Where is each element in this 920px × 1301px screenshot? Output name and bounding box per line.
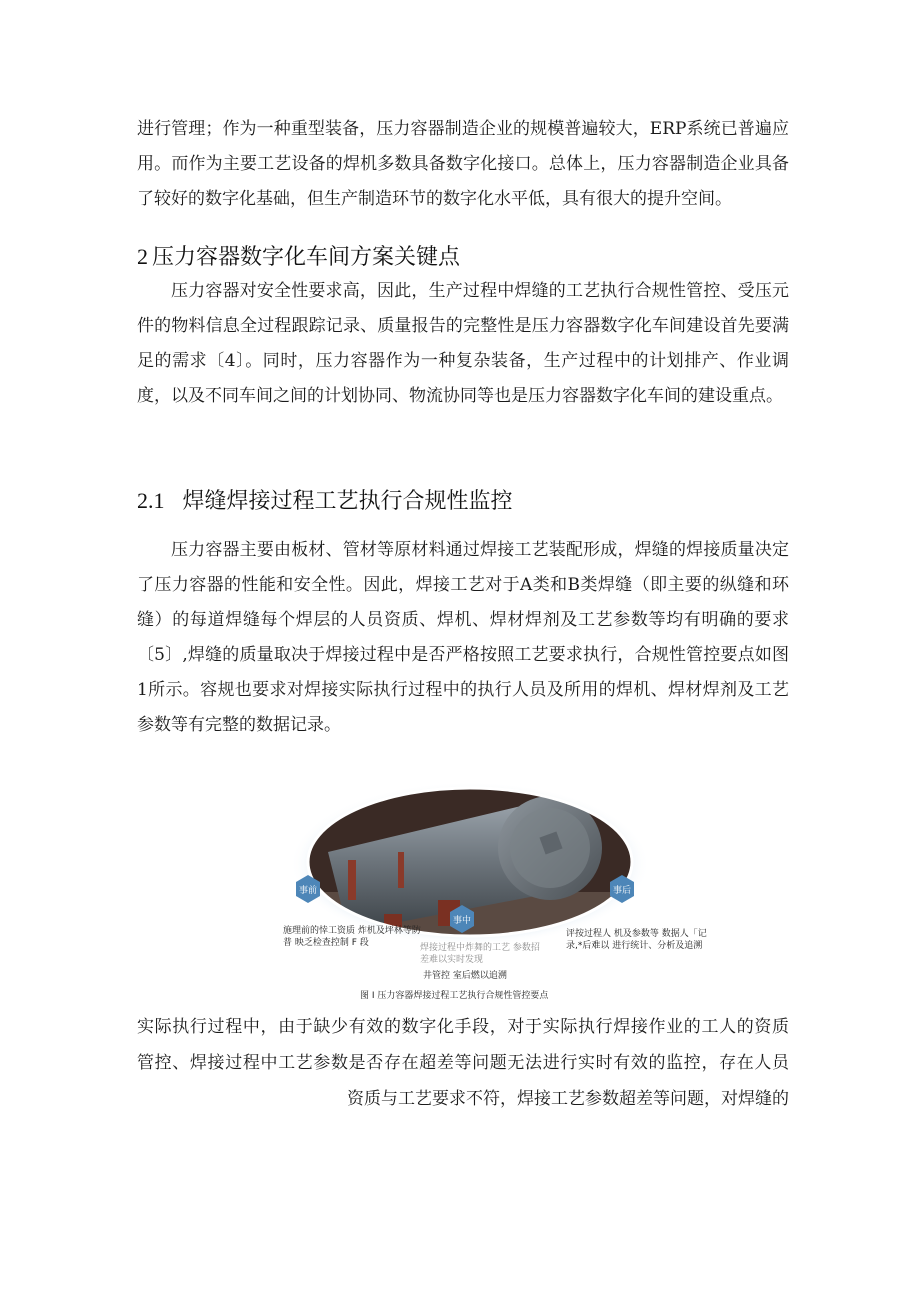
figure-text-after: 评按过程人 机及参数等 数据人「记录,*后难以 进行统计、分析及追溯 bbox=[566, 929, 707, 951]
figure-caption: 图 I 压力容器焊接过程工艺执行合规性管控要点 bbox=[360, 991, 549, 1001]
section-2-paragraph: 压力容器对安全性要求高，因此，生产过程中焊缝的工艺执行合规性管控、受压元件的物料信息全过程跟踪记录、质量报告的完整性是压力容器数字化车间建设首先要满足的需求〔4〕。同时，压力容器作为一种复杂装备，生产过程中的计划排产、作业调度，以及不同车间之间的计划协同、物流协同等也是压力容器数字化车间的建设重点。 bbox=[137, 281, 789, 406]
badge-before-label: 事前 bbox=[298, 886, 318, 896]
badge-during-label: 事中 bbox=[452, 916, 472, 926]
section-2-1-heading bbox=[137, 484, 513, 515]
section-2-number: 2 bbox=[137, 244, 148, 269]
intro-paragraph: 进行管理；作为一种重型装备，压力容器制造企业的规模普遍较大，ERP系统已普遍应用。而作为主要工艺设备的焊机多数具备数字化接口。总体上，压力容器制造企业具备了较好的数字化基础，但生产制造环节的数字化水平低，具有很大的提升空间。 bbox=[137, 119, 789, 209]
figure-text-before: 施理前的悻工资质 炸机及坪林等防普 映乏检查控制 F 段 bbox=[283, 926, 421, 948]
section-2-title: 压力容器数字化车间方案关键点 bbox=[152, 245, 461, 270]
section-2-1-number: 2.1 bbox=[137, 488, 165, 513]
figure-text-during: 井管控 室后燃以追溯 bbox=[423, 971, 507, 981]
section-2-1-paragraph: 压力容器主要由板材、管材等原材料通过焊接工艺装配形成，焊缝的焊接质量决定了压力容器的性能和安全性。因此，焊接工艺对于A类和B类焊缝（即主要的纵缝和环缝）的每道焊缝每个焊层的人员资质、焊机、焊材焊剂及工艺参数等均有明确的要求〔5〕,焊缝的质量取决于焊接过程中是否严格按照工艺要求执行，合规性管控要点如图1所示。容规也要求对焊接实际执行过程中的执行人员及所用的焊机、焊材焊剂及工艺参数等有完整的数据记录。 bbox=[137, 540, 789, 735]
bottom-paragraph-line-3: 资质与工艺要求不符，焊接工艺参数超差等问题，对焊缝的 bbox=[347, 1089, 789, 1109]
bottom-paragraph-line-1: 实际执行过程中，由于缺少有效的数字化手段，对于实际执行焊接作业的工人的资质 bbox=[137, 1017, 789, 1037]
badge-after-label: 事后 bbox=[612, 886, 632, 896]
section-2-1-title: 焊缝焊接过程工艺执行合规性监控 bbox=[182, 489, 513, 514]
bottom-paragraph-line-2: 管控、焊接过程中工艺参数是否存在超差等问题无法进行实时有效的监控，存在人员 bbox=[137, 1053, 789, 1073]
figure-text-during-gray: 焊接过程中炸舞的工艺 参数招差难以实时发现 bbox=[420, 943, 540, 965]
section-2-heading bbox=[137, 240, 460, 271]
